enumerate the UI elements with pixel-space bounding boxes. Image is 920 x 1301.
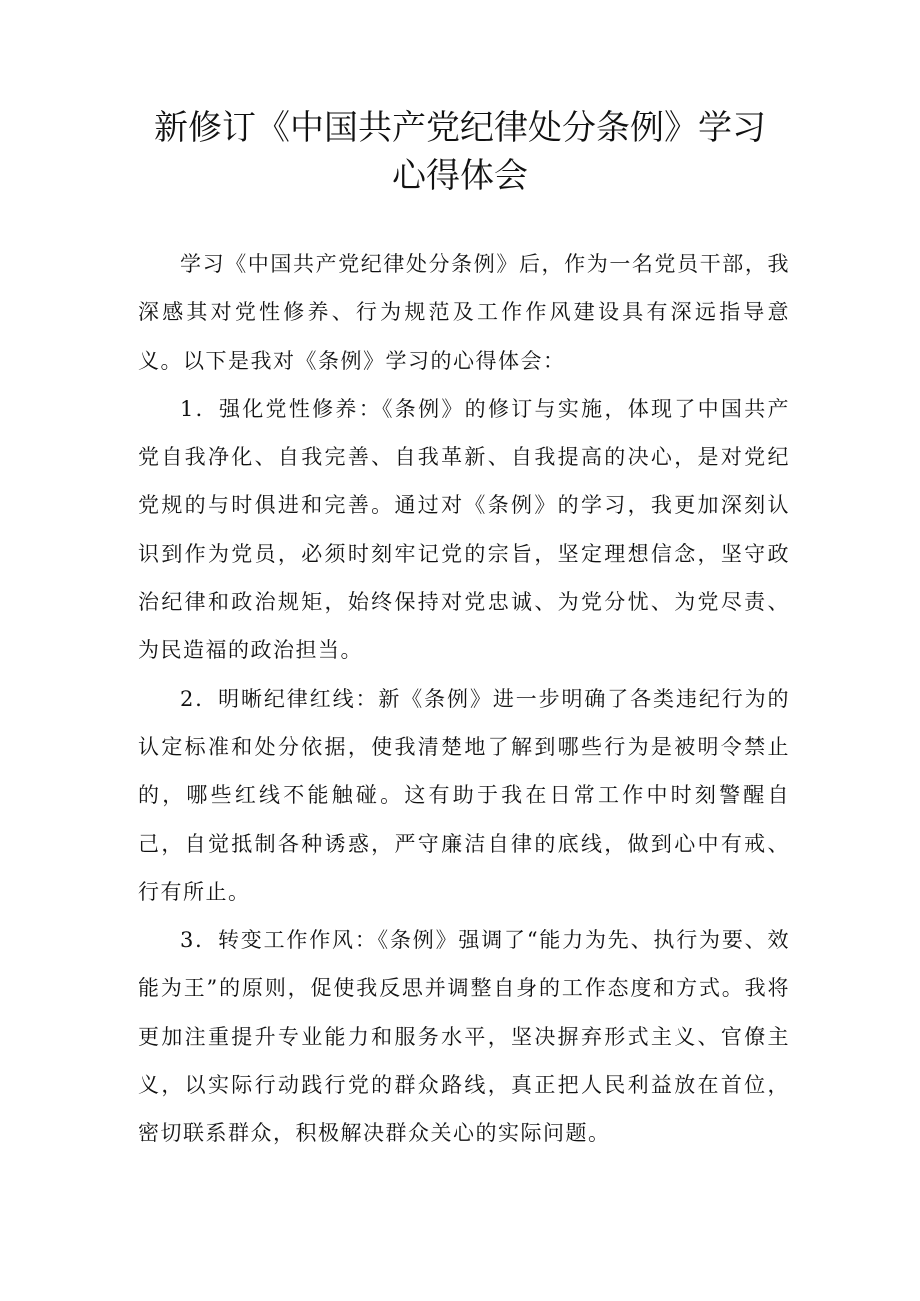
paragraph-point-1: 1．强化党性修养：《条例》的修订与实施，体现了中国共产党自我净化、自我完善、自我革新、自我提高的决心，是对党纪党规的与时俱进和完善。通过对《条例》的学习，我更加深刻认识到作为党员，必须时刻牢记党的宗旨，坚定理想信念，坚守政治纪律和政治规矩，始终保持对党忠诚、为党分忧、为党尽责、为民造福的政治担当。 <box>138 396 790 663</box>
document-title-line-1: 新修订《中国共产党纪律处分条例》学习 <box>154 108 766 148</box>
paragraph-point-3: 3．转变工作作风：《条例》强调了“能力为先、执行为要、效能为王”的原则，促使我反思并调整自身的工作态度和方式。我将更加注重提升专业能力和服务水平，坚决摒弃形式主义、官僚主义，以实际行动践行党的群众路线，真正把人民利益放在首位，密切联系群众，积极解决群众关心的实际问题。 <box>138 928 790 1146</box>
document-title-line-2: 心得体会 <box>392 156 528 196</box>
paragraph-point-2: 2．明晰纪律红线：新《条例》进一步明确了各类违纪行为的认定标准和处分依据，使我清楚地了解到哪些行为是被明令禁止的，哪些红线不能触碰。这有助于我在日常工作中时刻警醒自己，自觉抵制各种诱惑，严守廉洁自律的底线，做到心中有戒、行有所止。 <box>138 686 790 904</box>
paragraph-intro: 学习《中国共产党纪律处分条例》后，作为一名党员干部，我深感其对党性修养、行为规范及工作作风建设具有深远指导意义。以下是我对《条例》学习的心得体会： <box>138 252 790 373</box>
document-body <box>138 240 790 1158</box>
